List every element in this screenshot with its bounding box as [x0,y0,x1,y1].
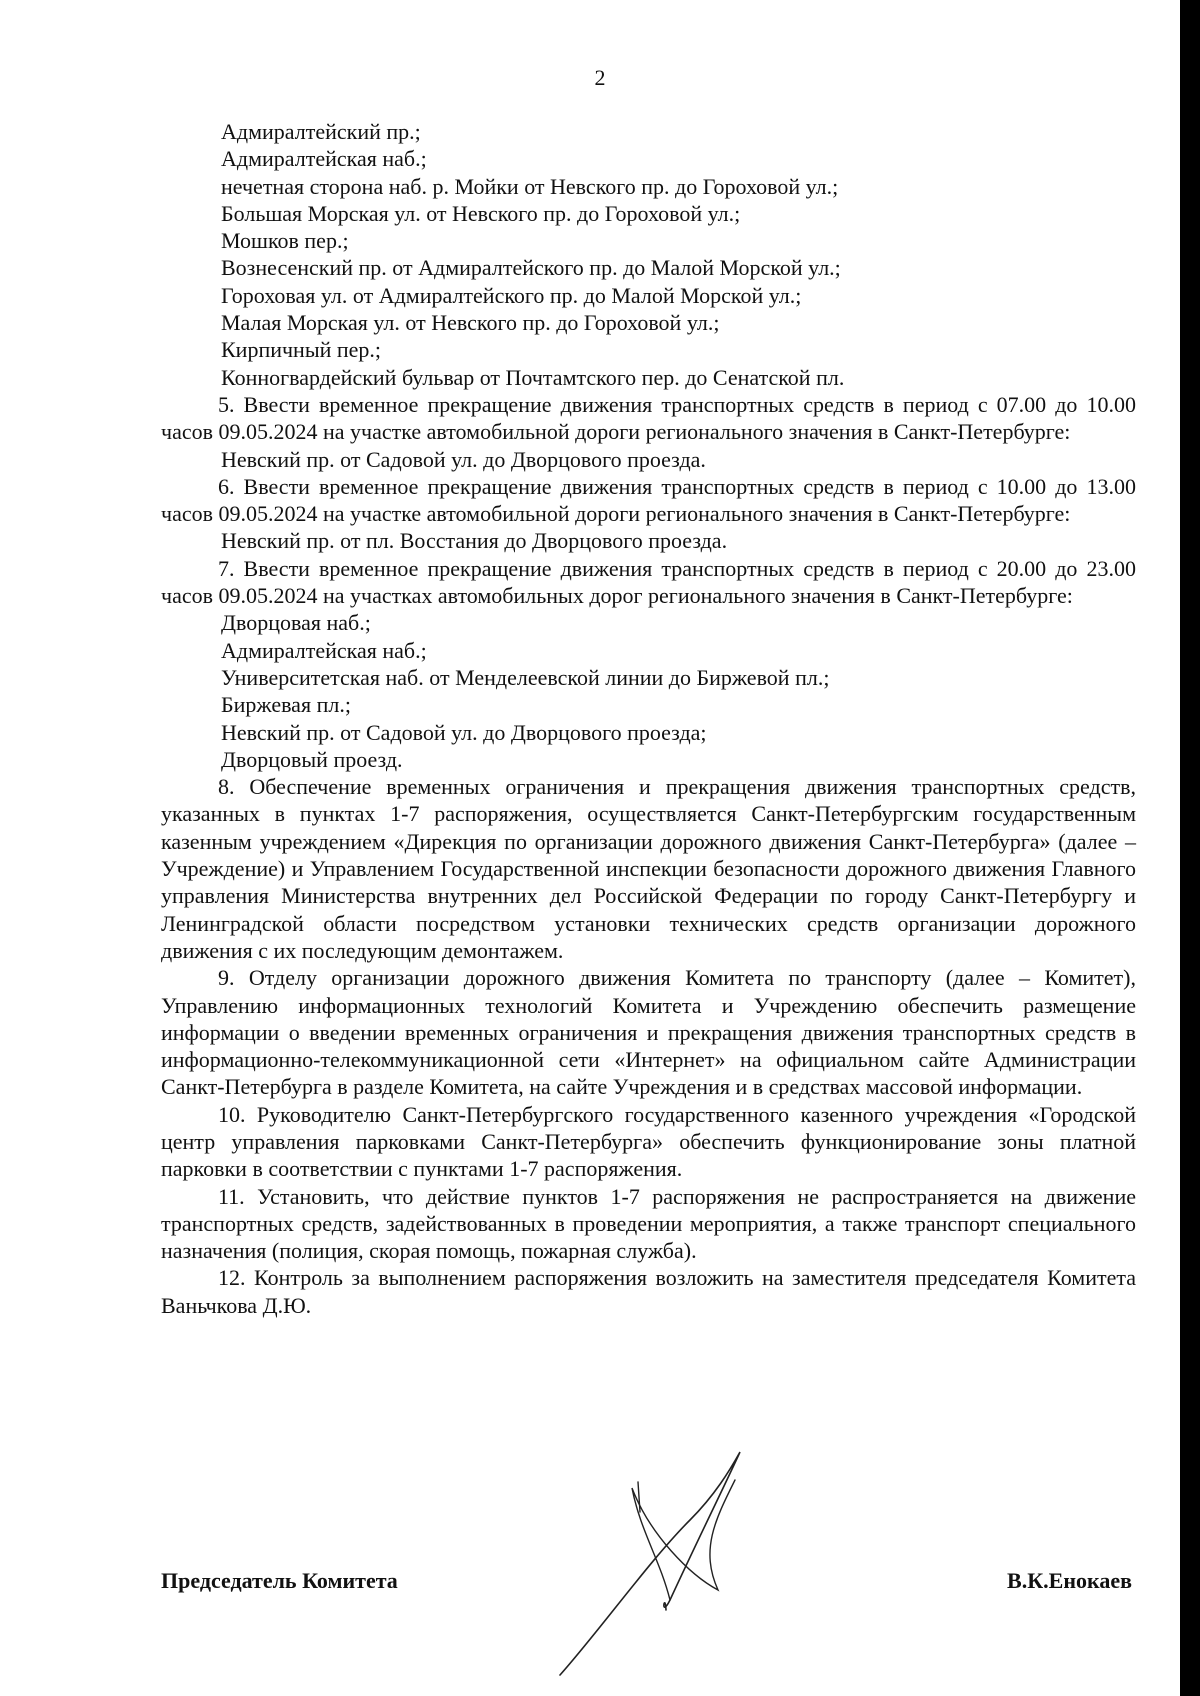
signatory-title: Председатель Комитета [161,1568,398,1593]
list-item: нечетная сторона наб. р. Мойки от Невского пр. до Гороховой ул.; [221,173,839,199]
list-item: Адмиралтейский пр.; [221,119,421,144]
scan-edge [1180,0,1200,1696]
list-item: Дворцовый проезд. [221,746,403,772]
paragraph-8: 8. Обеспечение временных ограничения и прекращения движения транспортных средств, указанных в пунктах 1-7 распоряжения, осуществляется Санкт-Петербургским государственным казенным учреждением «Дирекция по организации дорожного движения Санкт-Петербурга» (далее – Учреждение) и Управлением Государственной инспекции безопасности дорожного движения Главного управления Министерства внутренних дел Российской Федерации по городу Санкт-Петербургу и Ленинградской области посредством установки технических средств организации дорожного движения с их последующим демонтажем. [161,774,1136,963]
paragraph-6: 6. Ввести временное прекращение движения транспортных средств в период с 10.00 до 13.00 часов 09.05.2024 на участке автомобильной дороги регионального значения в Санкт-Петербурге: [161,473,1136,527]
list-item: Кирпичный пер.; [221,337,382,363]
list-item: Большая Морская ул. от Невского пр. до Гороховой ул.; [221,200,741,226]
list-item: Мошков пер.; [221,228,349,254]
list-item: Гороховая ул. от Адмиралтейского пр. до Малой Морской ул.; [221,282,802,308]
list-item: Адмиралтейская наб.; [221,146,427,172]
paragraph-7: 7. Ввести временное прекращение движения транспортных средств в период с 20.00 до 23.00 часов 09.05.2024 на участках автомобильных дорог регионального значения в Санкт-Петербурге: [161,555,1136,609]
paragraph-12: 12. Контроль за выполнением распоряжения возложить на заместителя председателя Комитета Ваньчкова Д.Ю. [161,1265,1136,1318]
list-item: Невский пр. от Садовой ул. до Дворцового проезда. [221,446,706,472]
signature-icon [540,1440,810,1690]
page-number: 2 [594,65,606,90]
paragraph-9: 9. Отделу организации дорожного движения Комитета по транспорту (далее – Комитет), Управлению информационных технологий Комитета и Учреждению обеспечить размещение информации о введении временных ограничения и прекращения движения транспортных средств в информационно-телекоммуникационной сети «Интернет» на официальном сайте Администрации Санкт-Петербурга в разделе Комитета, на сайте Учреждения и в средствах массовой информации. [161,965,1136,1100]
list-item: Конногвардейский бульвар от Почтамтского пер. до Сенатской пл. [221,364,845,390]
list-item: Дворцовая наб.; [221,610,371,636]
paragraph-5: 5. Ввести временное прекращение движения транспортных средств в период с 07.00 до 10.00 часов 09.05.2024 на участке автомобильной дороги регионального значения в Санкт-Петербурге: [161,391,1136,445]
list-item: Невский пр. от пл. Восстания до Дворцового проезда. [221,528,728,554]
document-body [161,118,1136,1319]
signatory-name: В.К.Енокаев [1007,1568,1132,1593]
list-item: Адмиралтейская наб.; [221,637,427,663]
list-item: Вознесенский пр. от Адмиралтейского пр. до Малой Морской ул.; [221,255,841,281]
paragraph-11: 11. Установить, что действие пунктов 1-7 распоряжения не распространяется на движение транспортных средств, задействованных в проведении мероприятия, а также транспорт специального назначения (полиция, скорая помощь, пожарная служба). [161,1183,1136,1264]
paragraph-10: 10. Руководителю Санкт-Петербургского государственного казенного учреждения «Городской центр управления парковками Санкт-Петербурга» обеспечить функционирование зоны платной парковки в соответствии с пунктами 1-7 распоряжения. [161,1101,1136,1182]
list-item: Малая Морская ул. от Невского пр. до Гороховой ул.; [221,310,720,336]
list-item: Невский пр. от Садовой ул. до Дворцового проезда; [221,719,707,745]
list-item: Биржевая пл.; [221,692,351,718]
list-item: Университетская наб. от Менделеевской линии до Биржевой пл.; [221,664,830,690]
